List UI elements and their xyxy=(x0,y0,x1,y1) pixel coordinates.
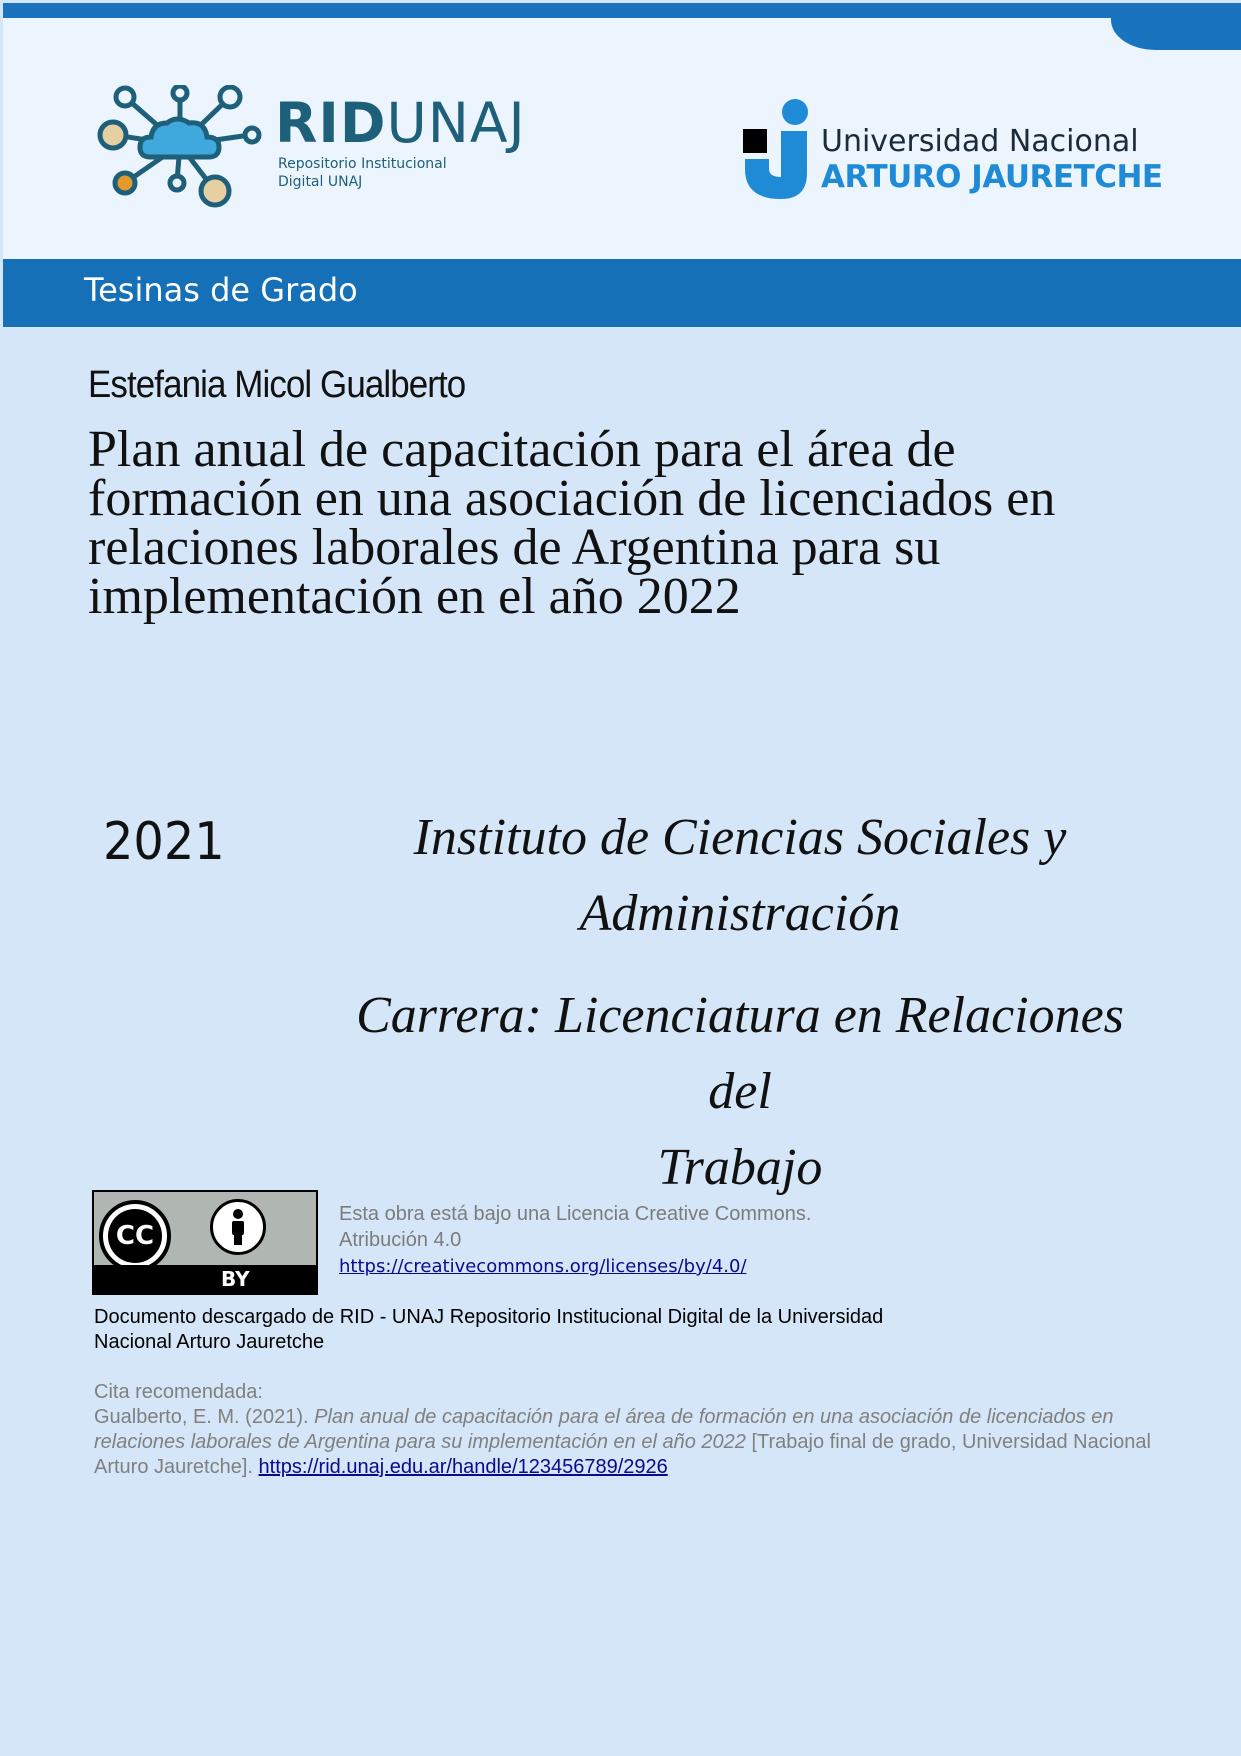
ridunaj-subtitle xyxy=(278,155,518,191)
download-line2: Nacional Arturo Jauretche xyxy=(94,1331,325,1353)
license-line1: Esta obra está bajo una Licencia Creative Commons. xyxy=(339,1203,812,1225)
ridunaj-subtitle-line2: Digital UNAJ xyxy=(278,174,363,190)
document-year: 2021 xyxy=(103,812,225,872)
cc-by-badge[interactable] xyxy=(92,1190,318,1295)
ridunaj-logo xyxy=(95,85,535,213)
section-label: Tesinas de Grado xyxy=(84,271,358,309)
ridunaj-wordmark xyxy=(275,93,526,153)
institute-line: Instituto de Ciencias Sociales y xyxy=(413,809,1067,866)
section-band xyxy=(3,259,1241,327)
citation-suffix: [Trabajo final de grado, Universidad Nacional Arturo Jauretche]. xyxy=(94,1431,1151,1478)
unaj-j-icon xyxy=(743,99,811,205)
header-top-stripe xyxy=(3,3,1241,18)
license-notice xyxy=(339,1201,939,1280)
career-line: Trabajo xyxy=(657,1139,823,1196)
cc-badge-footer xyxy=(94,1265,316,1293)
title-line: relaciones laborales de Argentina para su xyxy=(88,519,941,576)
ridunaj-wordmark-strong: RID xyxy=(275,91,387,155)
download-notice xyxy=(94,1305,994,1355)
citation-link[interactable]: https://rid.unaj.edu.ar/handle/123456789/2926 xyxy=(258,1456,668,1478)
license-link[interactable]: https://creativecommons.org/licenses/by/4.0/ xyxy=(339,1256,747,1277)
attribution-person-icon xyxy=(210,1199,266,1255)
download-line1: Documento descargado de RID - UNAJ Repositorio Institucional Digital de la Universidad xyxy=(94,1306,884,1328)
unaj-logo-line1: Universidad Nacional xyxy=(821,124,1139,159)
cc-by-label: BY xyxy=(221,1267,250,1291)
cc-icon-label: CC xyxy=(108,1209,162,1263)
citation-prefix: Gualberto, E. M. (2021). xyxy=(94,1406,315,1428)
unaj-logo-line2: ARTURO JAURETCHE xyxy=(821,159,1163,195)
title-line: implementación en el año 2022 xyxy=(88,568,741,625)
citation-title: Plan anual de capacitación para el área de formación en una asociación de licenciados en relaciones laborales de Argentina para su implementación en el año 2022 xyxy=(94,1406,1114,1453)
institute-line: Administración xyxy=(579,885,901,942)
header-corner-shape xyxy=(1111,3,1241,50)
institute-name xyxy=(320,800,1160,952)
career-name xyxy=(320,978,1160,1206)
citation-text xyxy=(94,1405,1154,1480)
document-title xyxy=(88,421,1198,625)
author-name: Estefania Micol Gualberto xyxy=(88,364,466,406)
ridunaj-subtitle-line1: Repositorio Institucional xyxy=(278,156,447,172)
title-line: formación en una asociación de licenciados en xyxy=(88,470,1056,527)
license-line2: Atribución 4.0 xyxy=(339,1229,462,1251)
title-line: Plan anual de capacitación para el área de xyxy=(88,421,956,478)
unaj-logo xyxy=(743,99,1163,205)
person-icon xyxy=(213,1202,263,1252)
header-banner xyxy=(3,3,1241,259)
citation-label: Cita recomendada: xyxy=(94,1381,263,1403)
cloud-network-icon xyxy=(95,85,265,209)
recommended-citation xyxy=(94,1380,1154,1480)
cc-icon xyxy=(99,1200,171,1272)
ridunaj-wordmark-light: UNAJ xyxy=(386,91,526,155)
career-line: Carrera: Licenciatura en Relaciones del xyxy=(356,987,1124,1120)
